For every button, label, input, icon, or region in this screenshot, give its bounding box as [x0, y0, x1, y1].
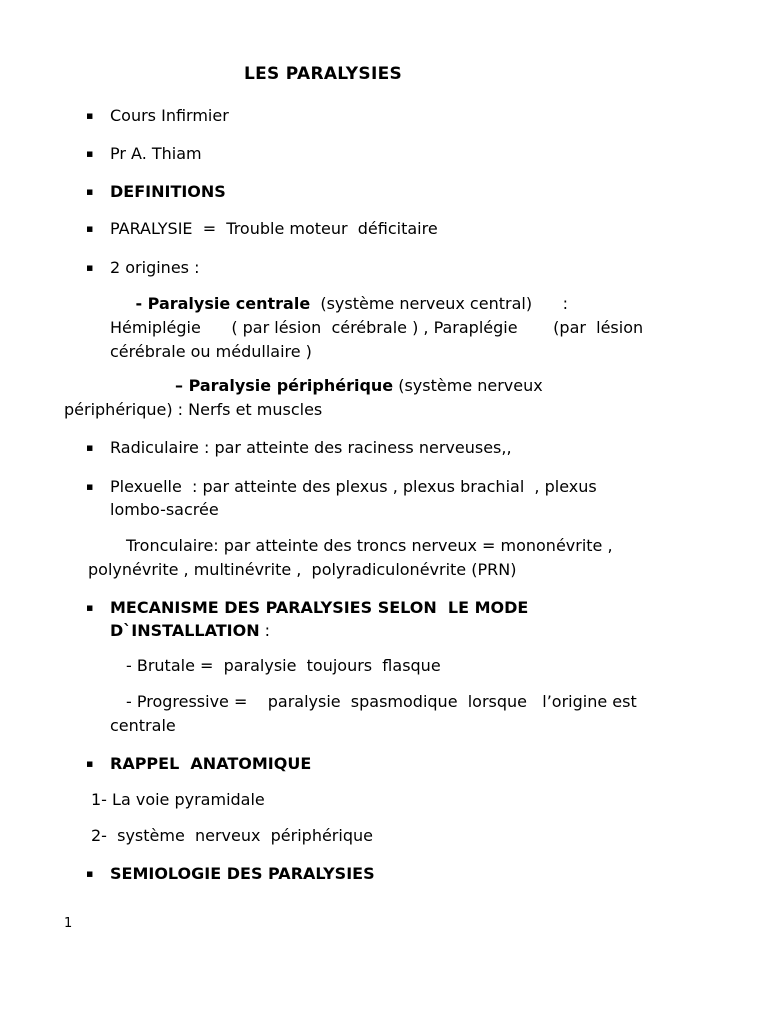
bullet-icon: ▪ — [86, 261, 94, 274]
bullet-icon: ▪ — [86, 109, 94, 122]
paragraph-centrale — [110, 292, 686, 316]
paragraph-line: Tronculaire: par atteinte des troncs nerveux = mononévrite , — [126, 536, 613, 555]
bullet-icon: ▪ — [86, 441, 94, 454]
list-item — [86, 104, 686, 127]
paragraph-line: polynévrite , multinévrite , polyradiculonévrite (PRN) — [88, 560, 517, 579]
paragraph-line: - Progressive = paralysie spasmodique lorsque l’origine est — [126, 692, 637, 711]
list-item-text: Pr A. Thiam — [110, 144, 202, 163]
bullet-icon: ▪ — [86, 185, 94, 198]
paragraph-line: - Brutale = paralysie toujours flasque — [126, 656, 441, 675]
term-paralysie-peripherique: – Paralysie périphérique — [175, 376, 394, 395]
list-item — [86, 436, 686, 459]
list-item-text: Radiculaire : par atteinte des raciness nerveuses,, — [110, 438, 512, 457]
list-item-text: 2 origines : — [110, 258, 200, 277]
list-item — [86, 862, 686, 885]
bullet-icon: ▪ — [86, 480, 94, 493]
page-number: 1 — [64, 916, 73, 931]
paragraph-text: (système nerveux central) : — [310, 294, 568, 313]
page-title: LES PARALYSIES — [244, 64, 403, 84]
list-item — [86, 752, 686, 775]
bullet-icon: ▪ — [86, 601, 94, 614]
term-paralysie-centrale: - Paralysie centrale — [135, 294, 311, 313]
list-item-text: PARALYSIE = Trouble moteur déficitaire — [110, 219, 438, 238]
paragraph-line: Hémiplégie ( par lésion cérébrale ) , Paraplégie (par lésion — [110, 318, 644, 337]
heading-suffix: : — [259, 621, 271, 640]
section-heading: MECANISME DES PARALYSIES SELON LE MODE — [110, 598, 529, 617]
paragraph-text: (système nerveux — [393, 376, 543, 395]
paragraph-peripherique — [175, 374, 695, 398]
list-item-text: Plexuelle : par atteinte des plexus , plexus brachial , plexus — [110, 477, 597, 496]
bullet-icon: ▪ — [86, 222, 94, 235]
paragraph-line: 1- La voie pyramidale — [91, 790, 265, 809]
list-item — [86, 256, 686, 279]
list-item-text: lombo-sacrée — [110, 500, 219, 519]
paragraph-line: périphérique) : Nerfs et muscles — [64, 400, 323, 419]
paragraph-line: centrale — [110, 716, 176, 735]
paragraph-line: 2- système nerveux périphérique — [91, 826, 373, 845]
section-heading: DEFINITIONS — [110, 182, 226, 201]
section-heading: D`INSTALLATION — [110, 621, 260, 640]
bullet-icon: ▪ — [86, 757, 94, 770]
list-item — [86, 142, 686, 165]
section-heading: SEMIOLOGIE DES PARALYSIES — [110, 864, 375, 883]
list-item — [86, 475, 686, 521]
bullet-icon: ▪ — [86, 147, 94, 160]
list-item-text: Cours Infirmier — [110, 106, 229, 125]
list-item — [86, 596, 686, 642]
paragraph-line: cérébrale ou médullaire ) — [110, 342, 312, 361]
list-item — [86, 217, 686, 240]
list-item — [86, 180, 686, 203]
bullet-icon: ▪ — [86, 867, 94, 880]
section-heading: RAPPEL ANATOMIQUE — [110, 754, 312, 773]
